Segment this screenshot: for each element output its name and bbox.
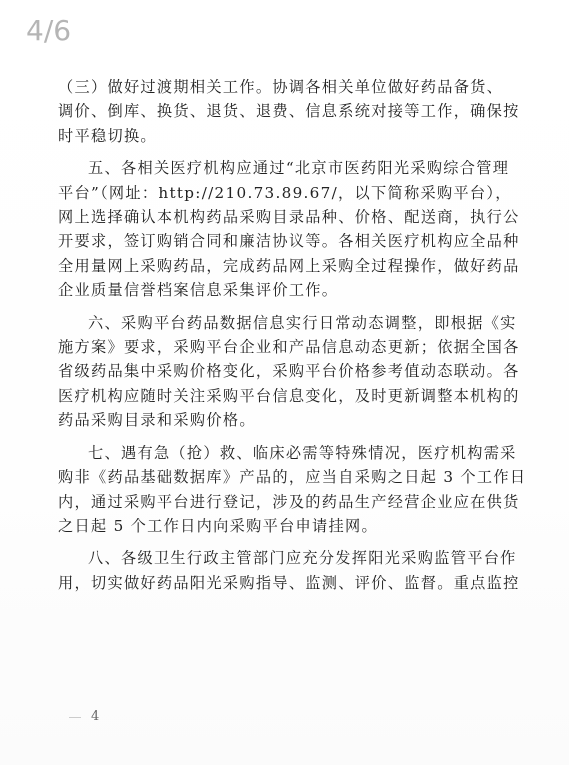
text-line: 购非《药品基础数据库》产品的，应当自采购之日起 3 个工作日 [58, 468, 527, 487]
text-line: 内，通过采购平台进行登记，涉及的药品生产经营企业应在供货 [58, 492, 520, 511]
page-indicator: 4/6 [26, 14, 72, 47]
text-line: 时平稳切换。 [58, 126, 157, 145]
text-line: 网上选择确认本机构药品采购目录品种、价格、配送商，执行公 [58, 208, 520, 227]
footer-rule [69, 717, 81, 718]
paragraph-section-six [58, 311, 520, 433]
text-line: 调价、倒库、换货、退货、退费、信息系统对接等工作，确保按 [58, 102, 520, 121]
paragraph-transition-period [58, 75, 520, 148]
text-line: 省级药品集中采购价格变化，采购平台价格参考值动态联动。各 [58, 362, 520, 381]
document-body [58, 75, 527, 597]
text-line: （三）做好过渡期相关工作。协调各相关单位做好药品备货、 [58, 78, 504, 96]
paragraph-section-five [58, 156, 520, 302]
paragraph-section-seven [58, 441, 527, 539]
text-line: 五、各相关医疗机构应通过“北京市医药阳光采购综合管理 [88, 159, 510, 178]
page-number: 4 [91, 709, 100, 724]
text-line: 企业质量信誉档案信息采集评价工作。 [58, 281, 339, 300]
paragraph-section-eight [58, 546, 520, 595]
text-line: 八、各级卫生行政主管部门应充分发挥阳光采购监管平台作 [88, 549, 517, 568]
text-line: 施方案》要求，采购平台企业和产品信息动态更新；依据全国各 [58, 338, 520, 357]
text-line: 之日起 5 个工作日内向采购平台申请挂网。 [58, 516, 378, 535]
text-line: 六、采购平台药品数据信息实行日常动态调整，即根据《实 [88, 313, 517, 332]
text-line: 平台”（网址：http://210.73.89.67/，以下简称采购平台）， [58, 183, 512, 202]
text-line: 医疗机构应随时关注采购平台信息变化，及时更新调整本机构的 [58, 386, 520, 405]
text-line: 开要求，签订购销合同和廉洁协议等。各相关医疗机构应全品种 [58, 232, 520, 251]
text-line: 全用量网上采购药品，完成药品网上采购全过程操作，做好药品 [58, 256, 520, 275]
text-line: 七、遇有急（抢）救、临床必需等特殊情况，医疗机构需采 [88, 443, 517, 462]
text-line: 用，切实做好药品阳光采购指导、监测、评价、监督。重点监控 [58, 573, 520, 592]
text-line: 药品采购目录和采购价格。 [58, 411, 256, 430]
